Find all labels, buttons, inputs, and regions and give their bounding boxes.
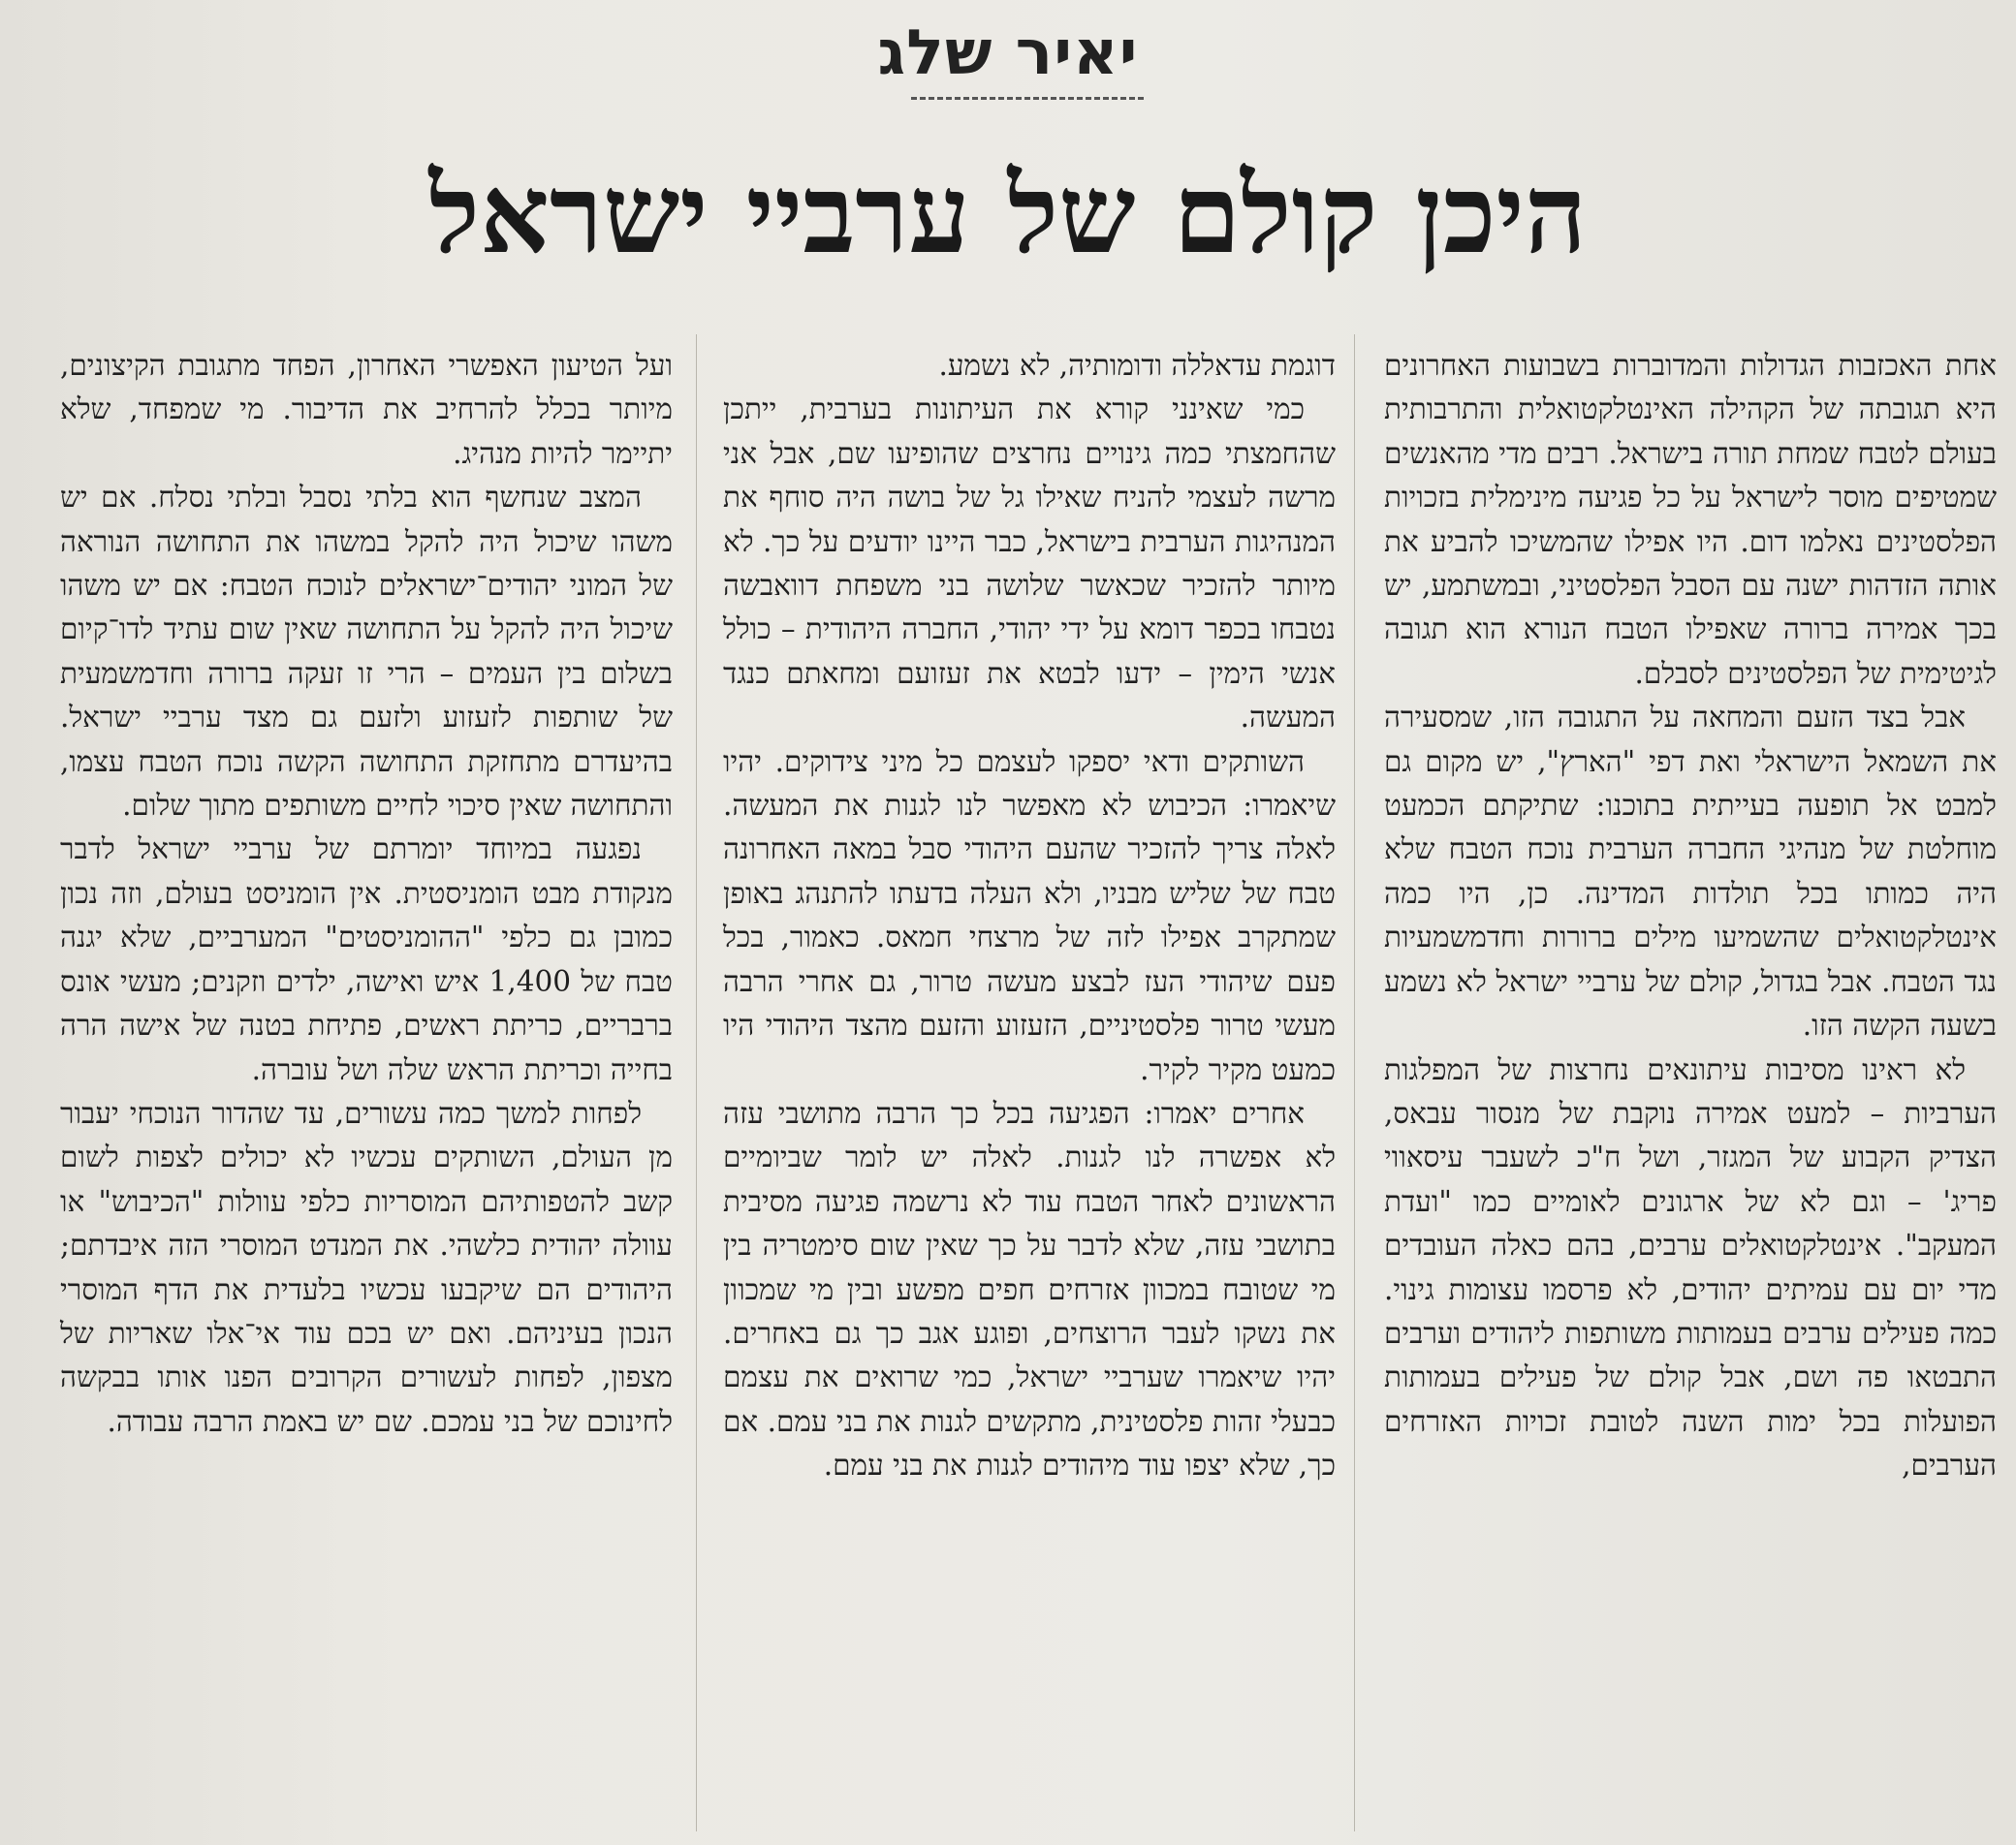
article-column-middle <box>723 344 1336 1831</box>
paragraph: לא ראינו מסיבות עיתונאים נחרצות של המפלגות הערביות – למעט אמירה נוקבת של מנסור עבאס, הצדיק הקבוע של המגזר, ושל ח"כ לשעבר עיסאווי פריג' – וגם לא של ארגונים לאומיים כמו "ועדת המעקב". אינטלקטואלים ערבים, בהם כאלה העובדים מדי יום עם עמיתים יהודים, לא פרסמו עצומות גינוי. כמה פעילים ערבים בעמותות משותפות ליהודים וערבים התבטאו פה ושם, אבל קולם של פעילים בעמותות הפועלות בכל ימות השנה לטובת זכויות האזרחים הערבים, <box>1384 1052 1997 1483</box>
author-byline: יאיר שלג <box>877 17 1139 89</box>
paragraph: המצב שנחשף הוא בלתי נסבל ובלתי נסלח. אם יש משהו שיכול היה להקל במשהו את התחושה הנוראה של המוני יהודים־ישראלים לנוכח הטבח: אם יש משהו שיכול היה להקל על התחושה שאין שום עתיד לדו־קיום בשלום בין העמים – הרי זו זעקה ברורה וחדמשמעית של שותפות לזעזוע ולזעם גם מצד ערביי ישראל. בהיעדרם מתחזקת התחושה הקשה נוכח הטבח עצמו, והתחושה שאין סיכוי לחיים משותפים מתוך שלום. <box>60 481 673 823</box>
column-divider-right <box>1354 334 1355 1831</box>
column-divider-left <box>696 334 697 1831</box>
byline-divider <box>911 97 1144 100</box>
paragraph: כמי שאינני קורא את העיתונות בערבית, ייתכן שהחמצתי כמה גינויים נחרצים שהופיעו שם, אבל אני מרשה לעצמי להניח שאילו גל של בושה היה סוחף את המנהיגות הערבית בישראל, כבר היינו יודעים על כך. לא מיותר להזכיר שכאשר שלושה בני משפחת דוואבשה נטבחו בכפר דומא על ידי יהודי, החברה היהודית – כולל אנשי הימין – ידעו לבטא את זעזועם ומחאתם כנגד המעשה. <box>723 392 1336 735</box>
article-column-right <box>1384 344 1997 1831</box>
paragraph: אחרים יאמרו: הפגיעה בכל כך הרבה מתושבי עזה לא אפשרה לנו לגנות. לאלה יש לומר שביומיים הראשונים לאחר הטבח עוד לא נרשמה פגיעה מסיבית בתושבי עזה, שלא לדבר על כך שאין שום סימטריה בין מי שטובח במכוון אזרחים חפים מפשע ובין מי שמכוון את נשקו לעבר הרוצחים, ופוגע אגב כך גם באחרים. יהיו שיאמרו שערביי ישראל, כמי שרואים את עצמם כבעלי זהות פלסטינית, מתקשים לגנות את בני עמם. אם כך, שלא יצפו עוד מיהודים לגנות את בני עמם. <box>723 1096 1336 1483</box>
paragraph: לפחות למשך כמה עשורים, עד שהדור הנוכחי יעבור מן העולם, השותקים עכשיו לא יכולים לצפות לשום קשב להטפותיהם המוסריות כלפי עוולות "הכיבוש" או עוולה יהודית כלשהי. את המנדט המוסרי הזה איבדתם; היהודים הם שיקבעו עכשיו בלעדית את הדף המוסרי הנכון בעיניהם. ואם יש בכם עוד אי־אלו שאריות של מצפון, לפחות לעשורים הקרובים הפנו אותו בבקשה לחינוכם של בני עמכם. שם יש באמת הרבה עבודה. <box>60 1096 673 1438</box>
paragraph: ועל הטיעון האפשרי האחרון, הפחד מתגובת הקיצונים, מיותר בכלל להרחיב את הדיבור. מי שמפחד, שלא יתיימר להיות מנהיג. <box>60 349 673 470</box>
paragraph: דוגמת עדאללה ודומותיה, לא נשמע. <box>938 349 1336 382</box>
paragraph: נפגעה במיוחד יומרתם של ערביי ישראל לדבר מנקודת מבט הומניסטית. אין הומניסט בעולם, וזה נכון כמובן גם כלפי "ההומניסטים" המערביים, שלא יגנה טבח של 1,400 איש ואישה, ילדים וזקנים; מעשי אונס ברבריים, כריתת ראשים, פתיחת בטנה של אישה הרה בחייה וכריתת הראש שלה ושל עוברה. <box>60 832 673 1086</box>
article-column-left <box>60 344 673 1831</box>
article-headline: היכן קולם של ערביי ישראל <box>428 151 1588 278</box>
paragraph: אבל בצד הזעם והמחאה על התגובה הזו, שמסעירה את השמאל הישראלי ואת דפי "הארץ", יש מקום גם למבט אל תופעה בעייתית בתוכנו: שתיקתם הכמעט מוחלטת של מנהיגי החברה הערבית נוכח הטבח שלא היה כמותו בכל תולדות המדינה. כן, היו כמה אינטלקטואלים שהשמיעו מילים ברורות וחדמשמעיות נגד הטבח. אבל בגדול, קולם של ערביי ישראל לא נשמע בשעה הקשה הזו. <box>1384 701 1997 1043</box>
paragraph: השותקים ודאי יספקו לעצמם כל מיני צידוקים. יהיו שיאמרו: הכיבוש לא מאפשר לנו לגנות את המעשה. לאלה צריך להזכיר שהעם היהודי סבל במאה האחרונה טבח של שליש מבניו, ולא העלה בדעתו להתנהג באופן שמתקרב אפילו לזה של מרצחי חמאס. כאמור, בכל פעם שיהודי העז לבצע מעשה טרור, גם אחרי הרבה מעשי טרור פלסטיניים, הזעזוע והזעם מהצד היהודי היו כמעט מקיר לקיר. <box>723 744 1336 1086</box>
paragraph: אחת האכזבות הגדולות והמדוברות בשבועות האחרונים היא תגובתה של הקהילה האינטלקטואלית והתרבותית בעולם לטבח שמחת תורה בישראל. רבים מדי מהאנשים שמטיפים מוסר לישראל על כל פגיעה מינימלית בזכויות הפלסטינים נאלמו דום. היו אפילו שהמשיכו להביע את אותה הזדהות ישנה עם הסבל הפלסטיני, ובמשתמע, יש בכך אמירה ברורה שאפילו הטבח הנורא הוא תגובה לגיטימית של הפלסטינים לסבלם. <box>1384 349 1997 690</box>
